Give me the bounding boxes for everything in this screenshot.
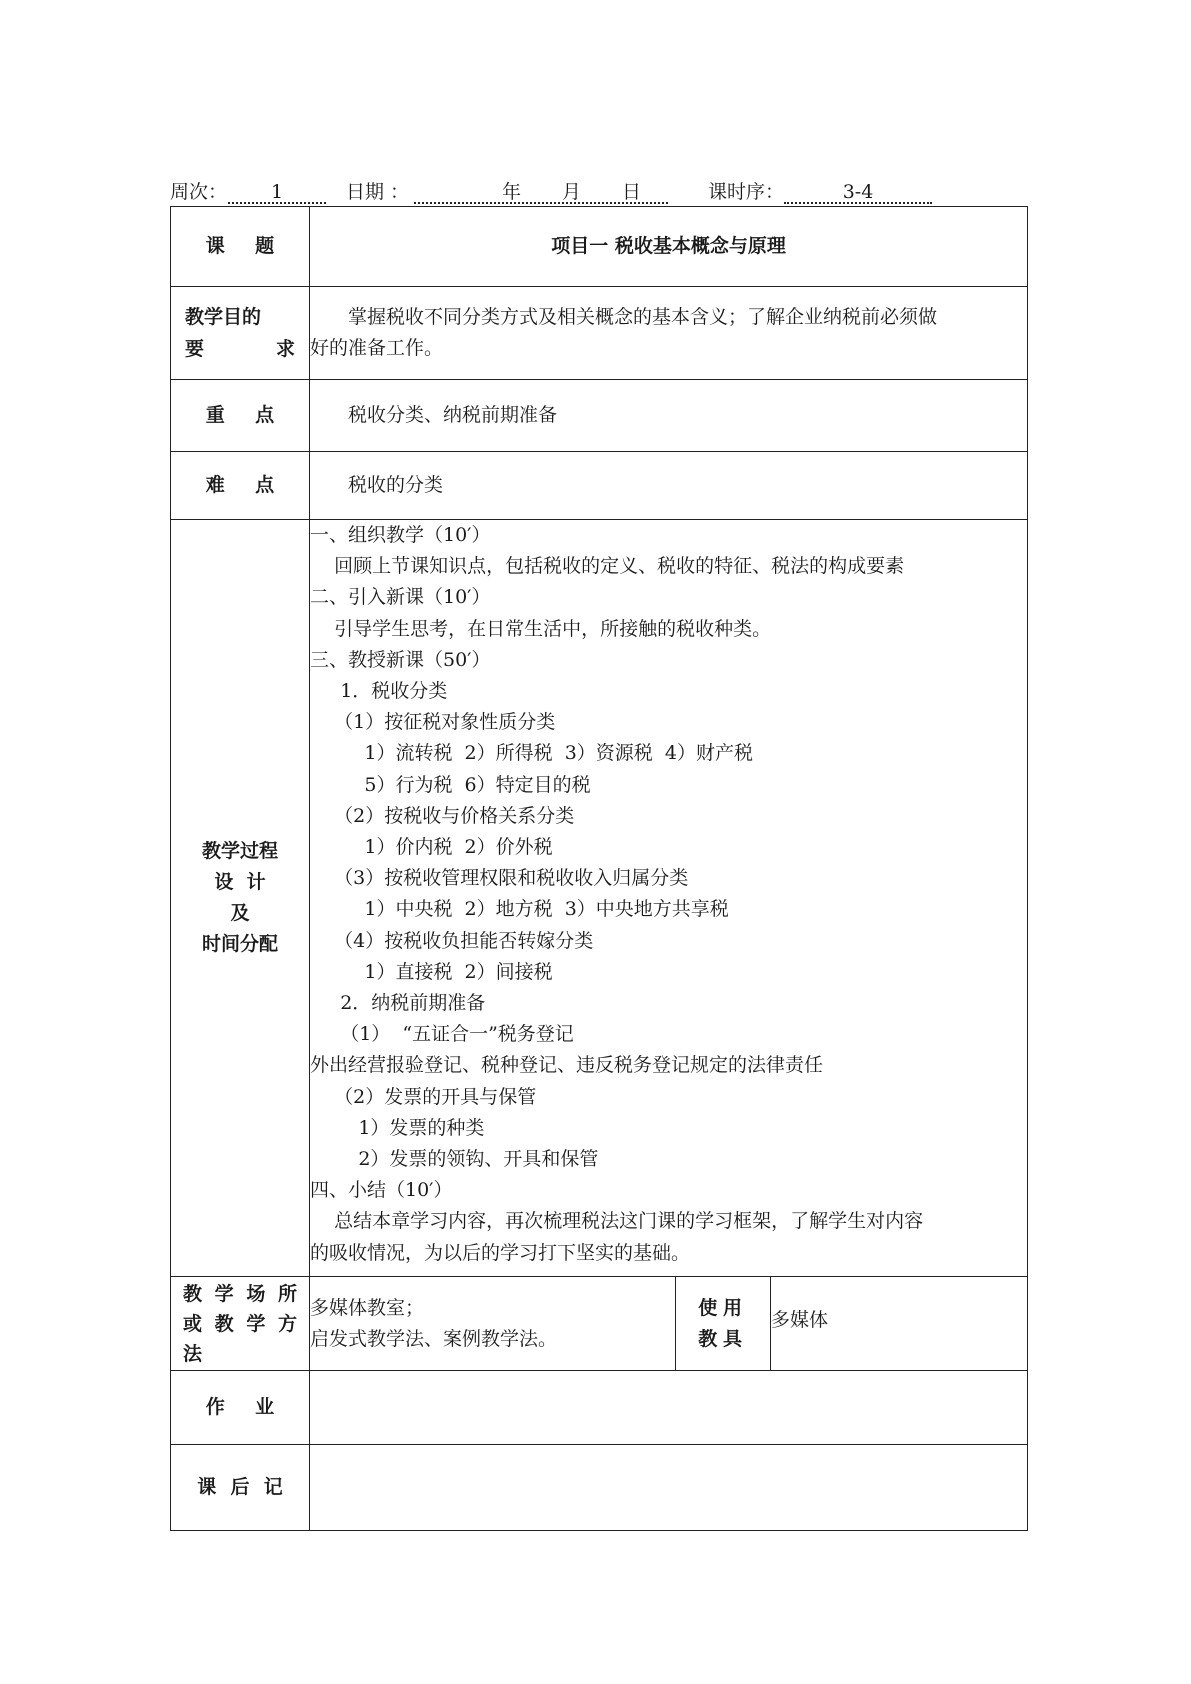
month-char: 月 — [562, 181, 582, 203]
process-label-cell — [171, 520, 310, 1277]
label-char: 教 — [183, 1282, 203, 1305]
process-line: 回顾上节课知识点，包括税收的定义、税收的特征、税法的构成要素 — [310, 555, 905, 578]
process-line: 外出经营报验登记、税种登记、违反税务登记规定的法律责任 — [310, 1054, 824, 1077]
goal-text-line2: 好的准备工作。 — [310, 337, 444, 359]
label-char: 或 — [183, 1312, 203, 1335]
year-char: 年 — [502, 181, 522, 203]
process-label-1: 教学过程 — [201, 840, 278, 862]
process-line: 总结本章学习内容，再次梳理税法这门课的学习框架，了解学生对内容 — [310, 1210, 924, 1233]
key-row — [171, 380, 1028, 452]
method-label-3: 法 — [183, 1342, 203, 1365]
goal-label-line2-b: 求 — [275, 338, 295, 360]
process-line: 1）直接税 2）间接税 — [310, 960, 553, 983]
process-line: 三、教授新课（50′） — [310, 648, 491, 671]
method-label-cell — [171, 1277, 310, 1371]
process-line: 5）行为税 6）特定目的税 — [310, 773, 591, 796]
tools-label-cell — [676, 1277, 771, 1371]
topic-label-cell — [171, 207, 310, 287]
process-line: 一、组织教学（10′） — [310, 524, 491, 546]
process-line: 引导学生思考，在日常生活中，所接触的税收种类。 — [310, 617, 772, 640]
process-line: 1）价内税 2）价外税 — [310, 836, 553, 859]
process-line: 1）发票的种类 — [310, 1116, 485, 1139]
goal-label-line2-a: 要 — [185, 338, 205, 360]
process-line: 的吸收情况，为以后的学习打下坚实的基础。 — [310, 1241, 691, 1264]
label-char: 方 — [277, 1312, 297, 1335]
key-label: 重点 — [205, 404, 305, 426]
process-lines — [310, 520, 1027, 1269]
goal-text-line1: 掌握税收不同分类方式及相关概念的基本含义；了解企业纳税前必须做 — [348, 306, 938, 328]
goal-label-cell — [171, 287, 310, 380]
topic-label: 课题 — [205, 235, 305, 257]
date-fill — [414, 178, 668, 204]
process-line: （2）发票的开具与保管 — [310, 1085, 537, 1108]
notes-value — [310, 1445, 1028, 1531]
homework-label: 作业 — [205, 1396, 305, 1418]
process-line: （1） “五证合一”税务登记 — [310, 1023, 574, 1046]
method-line2: 启发式教学法、案例教学法。 — [310, 1327, 558, 1350]
process-line: （1）按征税对象性质分类 — [310, 711, 556, 734]
homework-row — [171, 1371, 1028, 1445]
tools-label-1: 使用 — [698, 1296, 748, 1319]
process-line: 1）中央税 2）地方税 3）中央地方共享税 — [310, 898, 729, 921]
method-value-cell — [310, 1277, 676, 1371]
process-line: 1．税收分类 — [310, 680, 448, 703]
process-row — [171, 520, 1028, 1277]
process-line: 二、引入新课（10′） — [310, 586, 491, 609]
topic-row — [171, 207, 1028, 287]
label-char: 所 — [277, 1282, 297, 1305]
tools-label-2: 教具 — [698, 1327, 748, 1350]
process-line: （4）按税收负担能否转嫁分类 — [310, 929, 594, 952]
topic-value: 项目一 税收基本概念与原理 — [310, 207, 1028, 287]
goal-text-cell — [310, 287, 1028, 380]
method-label-2 — [183, 1309, 297, 1339]
process-line: 2）发票的领钩、开具和保管 — [310, 1148, 599, 1171]
lesson-plan-table — [170, 206, 1028, 1531]
notes-label-cell — [171, 1445, 310, 1531]
process-content — [310, 520, 1028, 1277]
notes-label: 课后记 — [197, 1476, 297, 1498]
label-char: 学 — [246, 1312, 266, 1335]
process-label-2: 设 计 — [214, 871, 266, 893]
process-line: 2．纳税前期准备 — [310, 992, 486, 1015]
week-value: 1 — [228, 178, 326, 204]
header-info-line — [170, 178, 1028, 206]
day-char: 日 — [622, 181, 642, 203]
process-label-3: 及 — [230, 902, 250, 924]
process-line: （2）按税收与价格关系分类 — [310, 804, 575, 827]
label-char: 教 — [214, 1312, 234, 1335]
goal-row — [171, 287, 1028, 380]
difficult-label: 难点 — [205, 474, 305, 496]
method-line1: 多媒体教室； — [310, 1296, 425, 1319]
process-label-4: 时间分配 — [201, 933, 278, 955]
difficult-value: 税收的分类 — [310, 452, 1028, 520]
period-label: 课时序： — [708, 181, 785, 203]
goal-label-line1: 教学目的 — [185, 306, 262, 328]
homework-label-cell — [171, 1371, 310, 1445]
difficult-row — [171, 452, 1028, 520]
process-line: （3）按税收管理权限和税收收入归属分类 — [310, 867, 689, 890]
method-row — [171, 1277, 1028, 1371]
difficult-label-cell — [171, 452, 310, 520]
method-label-1 — [183, 1279, 297, 1309]
tools-value: 多媒体 — [771, 1277, 1028, 1371]
key-value: 税收分类、纳税前期准备 — [310, 380, 1028, 452]
homework-value — [310, 1371, 1028, 1445]
label-char: 场 — [246, 1282, 266, 1305]
process-line: 四、小结（10′） — [310, 1179, 453, 1202]
period-value: 3-4 — [784, 178, 932, 204]
key-label-cell — [171, 380, 310, 452]
process-line: 1）流转税 2）所得税 3）资源税 4）财产税 — [310, 742, 753, 765]
date-label: 日期 ： — [346, 181, 410, 203]
notes-row — [171, 1445, 1028, 1531]
week-label: 周次： — [170, 181, 228, 203]
label-char: 学 — [214, 1282, 234, 1305]
